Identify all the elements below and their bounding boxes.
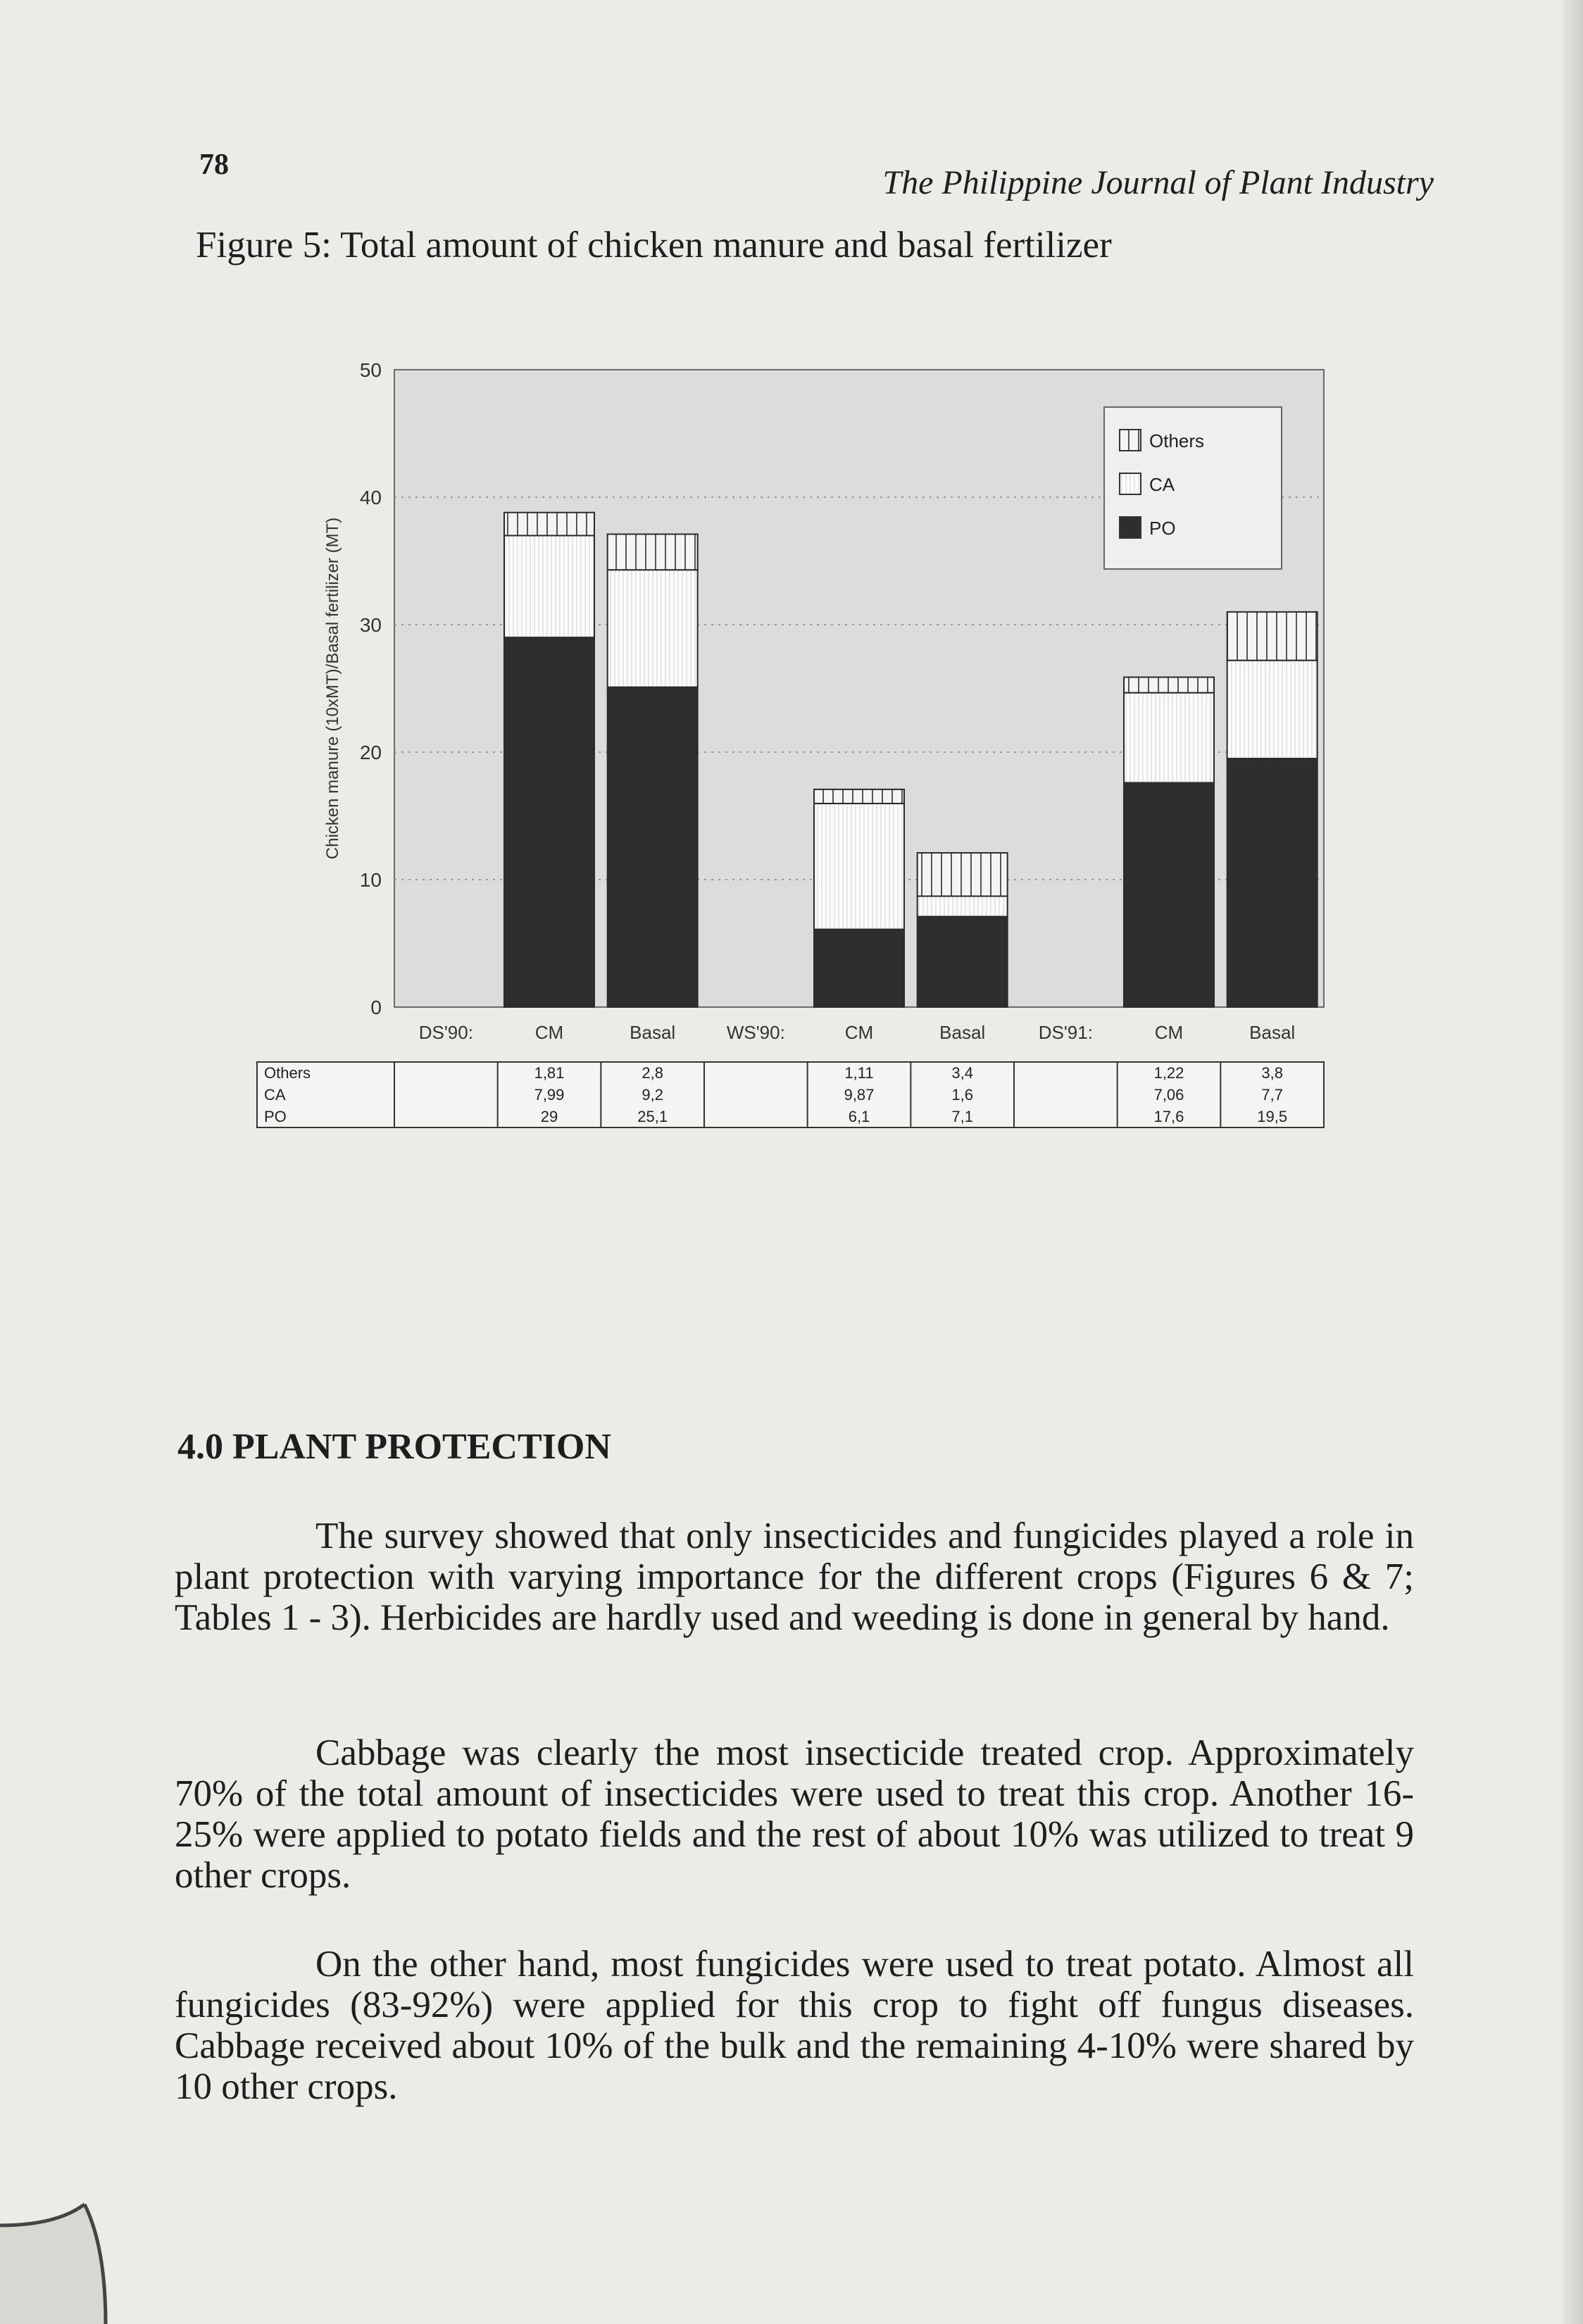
- table-cell-value: 1,11: [844, 1064, 874, 1082]
- legend-swatch-po: [1120, 517, 1141, 538]
- x-category-label: Basal: [630, 1022, 676, 1043]
- x-group-label: DS'91:: [1038, 1022, 1093, 1043]
- x-category-label: CM: [534, 1022, 564, 1043]
- paragraph-2: [175, 1732, 1414, 1896]
- x-group-label: WS'90:: [726, 1022, 785, 1043]
- bar-segment-po: [814, 930, 904, 1007]
- paragraph-1: [175, 1516, 1414, 1638]
- bar-segment-ca: [1227, 661, 1318, 758]
- table-cell-value: 9,87: [844, 1086, 875, 1104]
- bar-segment-others: [1124, 677, 1214, 693]
- bar-segment-ca: [918, 897, 1008, 917]
- bar-segment-po: [1124, 782, 1214, 1007]
- table-row-label: CA: [264, 1086, 286, 1104]
- table-cell-value: 7,1: [951, 1108, 973, 1125]
- y-tick-label: 40: [359, 487, 382, 508]
- bar-segment-ca: [1124, 693, 1214, 783]
- table-cell-value: 19,5: [1257, 1108, 1288, 1125]
- bar-segment-others: [814, 789, 904, 804]
- y-tick-label: 0: [370, 997, 382, 1018]
- bar-segment-po: [608, 687, 698, 1007]
- bar-segment-po: [504, 637, 594, 1007]
- table-row-label: PO: [264, 1108, 287, 1125]
- table-cell-value: 2,8: [642, 1064, 663, 1082]
- figure-caption: Figure 5: Total amount of chicken manure and basal fertilizer: [196, 225, 1112, 265]
- bar-segment-others: [504, 513, 594, 536]
- table-cell-value: 7,7: [1261, 1086, 1283, 1104]
- bar-segment-others: [1227, 612, 1318, 661]
- legend-label-ca: CA: [1149, 474, 1175, 495]
- table-cell-value: 25,1: [637, 1108, 668, 1125]
- paragraph-3: [175, 1944, 1414, 2107]
- table-cell-value: 9,2: [642, 1086, 663, 1104]
- x-category-label: CM: [1154, 1022, 1184, 1043]
- x-category-label: Basal: [939, 1022, 986, 1043]
- paragraph-1-text: The survey showed that only insecticides and fungicides played a role in plant protection with varying importance for the different crops (Figures 6 & 7; Tables 1 - 3). Herbicides are hardly used and weeding is done in general by hand.: [175, 1516, 1414, 1638]
- table-cell-value: 3,8: [1261, 1064, 1283, 1082]
- section-heading: 4.0 PLANT PROTECTION: [177, 1427, 611, 1467]
- x-group-label: DS'90:: [418, 1022, 473, 1043]
- legend-label-po: PO: [1149, 518, 1176, 539]
- y-tick-label: 20: [359, 742, 382, 763]
- y-axis-label: Chicken manure (10xMT)/Basal fertilizer (MT): [323, 517, 342, 860]
- x-category-label: CM: [844, 1022, 874, 1043]
- bar-segment-ca: [608, 570, 698, 687]
- table-cell-value: 6,1: [848, 1108, 870, 1125]
- stacked-bar-chart: [264, 345, 1338, 1190]
- table-cell-value: 29: [540, 1108, 558, 1125]
- bar-segment-ca: [504, 535, 594, 637]
- y-tick-label: 30: [359, 614, 382, 636]
- y-tick-label: 10: [359, 869, 382, 891]
- table-cell-value: 1,22: [1153, 1064, 1184, 1082]
- paragraph-3-text: On the other hand, most fungicides were used to treat potato. Almost all fungicides (83-92%) were applied for this crop to fight off fungus diseases. Cabbage received about 10% of the bulk and the remaining 4-10% were shared by 10 other crops.: [175, 1944, 1414, 2107]
- legend-swatch-others: [1120, 430, 1141, 451]
- table-cell-value: 7,99: [534, 1086, 565, 1104]
- legend-label-others: Others: [1149, 430, 1205, 451]
- legend-swatch-ca: [1120, 473, 1141, 494]
- table-cell-value: 1,81: [534, 1064, 565, 1082]
- table-cell-value: 3,4: [951, 1064, 973, 1082]
- table-cell-value: 7,06: [1153, 1086, 1184, 1104]
- paragraph-2-text: Cabbage was clearly the most insecticide treated crop. Approximately 70% of the total amount of insecticides were used to treat this crop. Another 16-25% were applied to potato fields and the rest of about 10% was utilized to treat 9 other crops.: [175, 1732, 1414, 1896]
- bar-segment-ca: [814, 804, 904, 930]
- page-edge-shadow: [1563, 0, 1583, 2324]
- page-corner-mark: [0, 2197, 120, 2324]
- table-row-label: Others: [264, 1064, 311, 1082]
- bar-segment-others: [608, 534, 698, 570]
- bar-segment-po: [1227, 758, 1318, 1007]
- bar-segment-po: [918, 916, 1008, 1007]
- table-cell-value: 17,6: [1153, 1108, 1184, 1125]
- page-number: 78: [199, 149, 229, 181]
- x-category-label: Basal: [1249, 1022, 1296, 1043]
- table-cell-value: 1,6: [951, 1086, 973, 1104]
- bar-segment-others: [918, 853, 1008, 897]
- running-header-journal: The Philippine Journal of Plant Industry: [882, 164, 1434, 201]
- y-tick-label: 50: [359, 359, 382, 381]
